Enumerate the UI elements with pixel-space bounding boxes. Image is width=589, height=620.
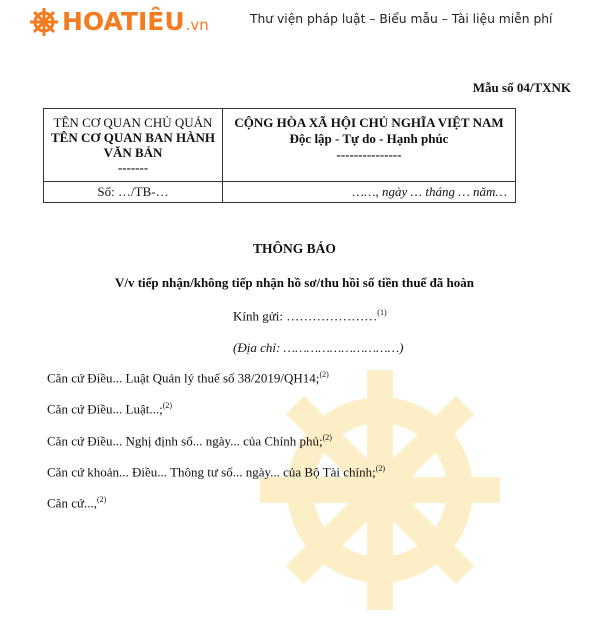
date-line: ……, ngày … tháng … năm…: [223, 182, 516, 203]
legal-basis-note: (2): [319, 370, 329, 379]
agency-block: [44, 109, 223, 182]
logo-text: HOATIÊU: [62, 7, 185, 36]
legal-basis-note: (2): [162, 401, 173, 410]
legal-basis-1: [47, 370, 329, 386]
legal-basis-text: Căn cứ Điều... Luật Quản lý thuế số 38/2019/QH14;: [47, 370, 320, 386]
ship-wheel-icon: [28, 6, 60, 38]
legal-basis-text: Căn cứ Điều... Luật...;: [47, 401, 163, 417]
legal-basis-note: (2): [97, 495, 107, 504]
document-number: Số: …/TB-…: [44, 182, 223, 203]
nation-name: CỘNG HÒA XÃ HỘI CHỦ NGHĨA VIỆT NAM: [234, 115, 504, 130]
document-title: THÔNG BÁO: [253, 241, 336, 256]
nation-block: [223, 109, 516, 182]
nation-dashes: ---------------: [336, 147, 402, 162]
legal-basis-text: Căn cứ...,: [47, 495, 98, 511]
form-number: Mẫu số 04/TXNK: [472, 80, 571, 95]
legal-basis-text: Căn cứ khoản... Điều... Thông tư số... ngày... của Bộ Tài chính;: [47, 464, 376, 480]
issuing-agency-line2: VĂN BẢN: [103, 145, 163, 160]
legal-basis-2: [47, 401, 172, 417]
parent-agency: TÊN CƠ QUAN CHỦ QUẢN: [53, 115, 213, 130]
legal-basis-4: [47, 464, 385, 480]
site-header: [0, 0, 589, 44]
site-tagline: Thư viện pháp luật – Biểu mẫu – Tài liệu miễn phí: [250, 12, 553, 26]
recipient-label: Kính gửi: …………………: [233, 308, 378, 324]
document-header-table: [43, 108, 516, 203]
logo-suffix: .vn: [185, 16, 209, 34]
legal-basis-3: [47, 433, 332, 449]
legal-basis-5: [47, 495, 106, 511]
site-logo[interactable]: [28, 6, 209, 38]
recipient-note: (1): [377, 308, 387, 317]
document-subject: V/v tiếp nhận/không tiếp nhận hồ sơ/thu hồi số tiền thuế đã hoàn: [114, 275, 475, 290]
legal-basis-note: (2): [322, 433, 332, 442]
ship-wheel-watermark-icon: [250, 360, 510, 620]
address-line: (Địa chỉ: …………………………): [233, 340, 404, 355]
legal-basis-note: (2): [375, 464, 386, 473]
legal-basis-text: Căn cứ Điều... Nghị định số... ngày... của Chính phủ;: [47, 433, 323, 449]
nation-motto: Độc lập - Tự do - Hạnh phúc: [289, 131, 449, 146]
agency-dashes: -------: [117, 160, 149, 175]
recipient-line: [233, 308, 387, 324]
issuing-agency-line1: TÊN CƠ QUAN BAN HÀNH: [51, 130, 215, 145]
